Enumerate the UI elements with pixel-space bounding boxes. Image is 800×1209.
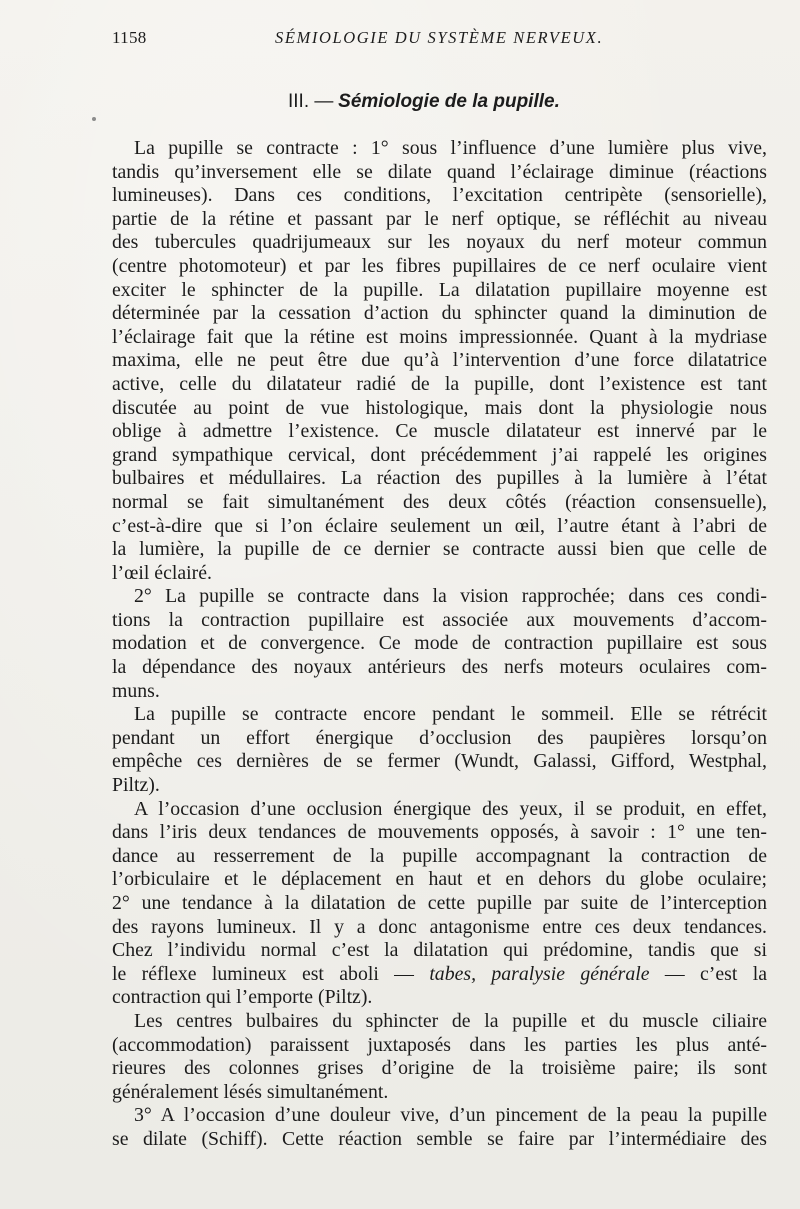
text-line: A l’occasion d’une occlusion énergique des yeux, il se produit, en effet, [134,797,767,820]
running-title: SÉMIOLOGIE DU SYSTÈME NERVEUX. [275,28,604,47]
text-line: muns. [112,679,160,702]
text-line: l’orbiculaire et le déplacement en haut et en dehors du globe oculaire; [112,868,767,891]
section-heading [288,91,560,113]
text-line: partie de la rétine et passant par le nerf optique, se réfléchit au niveau [112,207,767,230]
text-line: maxima, elle ne peut être due qu’à l’intervention d’une force dilatatrice [112,349,767,372]
text-line: Piltz). [112,774,160,797]
text-line: des tubercules quadrijumeaux sur les noyaux du nerf moteur commun [112,231,767,254]
text-line: Les centres bulbaires du sphincter de la pupille et du muscle ciliaire [134,1009,767,1032]
text-line: dance au resserrement de la pupille accompagnant la contraction de [112,844,767,867]
text-line: déterminée par la cessation d’action du sphincter quand la diminution de [112,302,767,325]
text-line: 2° une tendance à la dilatation de cette pupille par suite de l’interception [112,892,767,914]
text-line: dans l’iris deux tendances de mouvements opposés, à savoir : 1° une ten- [112,821,767,844]
text-line: rieures des colonnes grises d’origine de la troisième paire; ils sont [112,1057,767,1080]
text-line: La pupille se contracte encore pendant le sommeil. Elle se rétrécit [134,703,767,726]
text-line: bulbaires et médullaires. La réaction des pupilles à la lumière à l’état [112,467,767,490]
text-line: oblige à admettre l’existence. Ce muscle dilatateur est innervé par le [112,420,767,443]
section-number: III. — [288,91,334,112]
text-line: contraction qui l’emporte (Piltz). [112,986,373,1009]
text-line: 2° La pupille se contracte dans la vision rapprochée; dans ces condi- [134,585,767,608]
section-title: Sémiologie de la pupille. [338,91,560,112]
text-line: lumineuses). Dans ces conditions, l’excitation centripète (sensorielle), [112,184,767,207]
text-line: Chez l’individu normal c’est la dilatation qui prédomine, tandis que si [112,939,767,962]
text-line: (accommodation) paraissent juxtaposés dans les parties les plus anté- [112,1033,767,1056]
text-line: 3° A l’occasion d’une douleur vive, d’un pincement de la peau la pupille [134,1104,767,1127]
text-line: la dépendance des noyaux antérieurs des nerfs moteurs oculaires com- [112,656,767,679]
text-line: c’est-à-dire que si l’on éclaire seulement un œil, l’autre étant à l’abri de [112,514,767,537]
text-segment: — c’est la [649,962,767,985]
page-number: 1158 [112,28,147,47]
text-line: modation et de convergence. Ce mode de contraction pupillaire est sous [112,632,767,655]
text-line: tions la contraction pupillaire est associée aux mouvements d’accom- [112,608,767,631]
print-speck [92,117,96,121]
text-segment: le réflexe lumineux est aboli — [112,962,430,985]
text-line: La pupille se contracte : 1° sous l’influence d’une lumière plus vive, [134,137,767,159]
text-line: empêche ces dernières de se fermer (Wundt, Galassi, Gifford, Westphal, [112,750,767,773]
text-line: normal se fait simultanément des deux côtés (réaction consensuelle), [112,490,767,513]
text-line: des rayons lumineux. Il y a donc antagonisme entre ces deux tendances. [112,915,767,938]
body-text [112,137,767,1183]
text-line: tandis qu’inversement elle se dilate quand l’éclairage diminue (réactions [112,160,767,183]
text-line: exciter le sphincter de la pupille. La dilatation pupillaire moyenne est [112,278,767,301]
text-line: se dilate (Schiff). Cette réaction semble se faire par l’intermédiaire des [112,1127,767,1150]
text-line: l’œil éclairé. [112,561,212,584]
text-line: la lumière, la pupille de ce dernier se contracte aussi bien que celle de [112,538,767,561]
italic-span: tabes, paralysie générale [429,962,650,985]
text-line: active, celle du dilatateur radié de la pupille, dont l’existence est tant [112,372,767,395]
text-line-with-italic [112,963,767,987]
page-header [112,28,744,52]
text-line: discutée au point de vue histologique, mais dont la physiologie nous [112,396,767,419]
text-line: pendant un effort énergique d’occlusion des paupières lorsqu’on [112,726,767,749]
text-line: généralement lésés simultanément. [112,1080,389,1103]
text-line: grand sympathique cervical, dont précédemment j’ai rappelé les origines [112,443,767,466]
text-line: l’éclairage fait que la rétine est moins impressionnée. Quant à la mydriase [112,325,767,348]
text-line: (centre photomoteur) et par les fibres pupillaires de ce nerf oculaire vient [112,254,767,277]
